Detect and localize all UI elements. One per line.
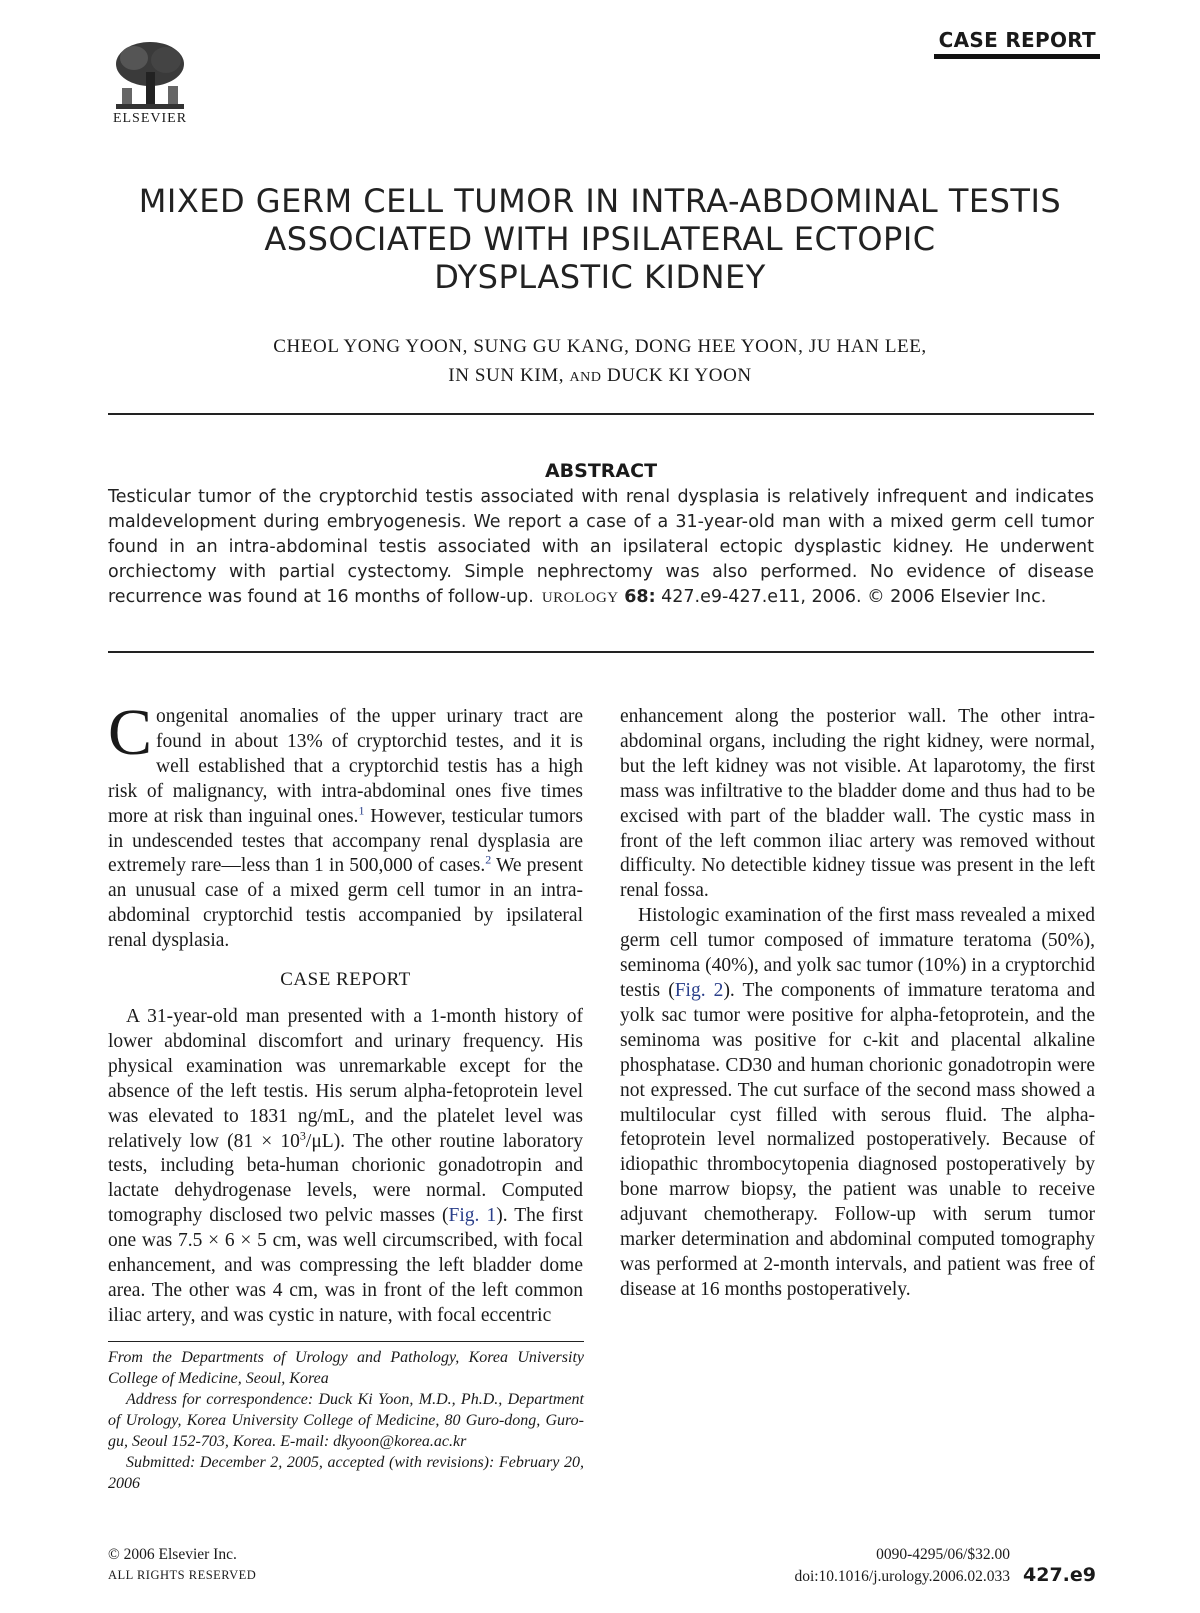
footnote-affiliation: From the Departments of Urology and Pathology, Korea University College of Medicine, Seoul, Korea	[108, 1349, 584, 1387]
title-line: ASSOCIATED WITH IPSILATERAL ECTOPIC	[264, 220, 936, 258]
footer-rights: ALL RIGHTS RESERVED	[108, 1568, 257, 1582]
title-line: DYSPLASTIC KIDNEY	[434, 258, 766, 296]
text-run: A 31-year-old man presented with a 1-month history of lower abdominal discomfort and urinary frequency. His physical examination was unremarkable except for the absence of the left testis. His serum alpha-fetoprotein level was elevated to 1831 ng/mL, and the platelet level was relatively low (81 × 10	[108, 1005, 583, 1152]
author-list	[200, 332, 1000, 392]
page-number: 427.e9	[1023, 1564, 1096, 1586]
drop-cap: C	[108, 696, 153, 769]
footnote	[108, 1347, 584, 1494]
text-run: /μL). The other routine laboratory tests, including beta-human chorionic gonadotropin and lactate dehydrogenase levels, were normal. Computed tomography disclosed two pelvic masses (	[108, 1130, 583, 1227]
authors-and: AND	[569, 370, 602, 385]
case-paragraph	[108, 1005, 583, 1329]
histology-paragraph	[620, 904, 1095, 1303]
intro-paragraph	[108, 696, 583, 954]
footer-issn: 0090-4295/06/$32.00	[876, 1546, 1010, 1563]
abstract-body	[108, 485, 1094, 611]
authors-line: CHEOL YONG YOON, SUNG GU KANG, DONG HEE YOON, JU HAN LEE,	[273, 336, 927, 357]
footer-doi: doi:10.1016/j.urology.2006.02.033	[794, 1568, 1010, 1585]
text-run: ). The first one was 7.5 × 6 × 5 cm, was well circumscribed, with focal enhancement, and was compressing the left bladder dome area. The other was 4 cm, was in front of the left common iliac artery, and was cystic in nature, with focal eccentric	[108, 1205, 584, 1326]
footer-copyright: © 2006 Elsevier Inc.	[108, 1546, 237, 1563]
divider-top	[108, 413, 1094, 415]
footnote-rule	[108, 1341, 584, 1342]
section-label: CASE REPORT	[938, 28, 1096, 52]
case-paragraph-continued: enhancement along the posterior wall. The other intra-abdominal organs, including the right kidney, were normal, but the left kidney was not visible. At laparotomy, the first mass was infiltrative to the bladder dome and thus had to be excised with part of the bladder wall. The cystic mass in front of the left common iliac artery was removed without difficulty. No detectible kidney tissue was present in the left renal fossa.	[620, 706, 1095, 902]
superscript: 3	[299, 1128, 306, 1142]
publisher-name: ELSEVIER	[112, 111, 188, 126]
text-run: Histologic examination of the first mass revealed a mixed germ cell tumor composed of immature teratoma (50%), seminoma (40%), and yolk sac tumor (10%) in a cryptorchid testis (	[620, 905, 1095, 1001]
figure-link[interactable]: Fig. 1	[448, 1205, 497, 1227]
reference-link[interactable]: 1	[358, 803, 365, 818]
text-run: ). The components of immature teratoma and yolk sac tumor were positive for alpha-fetoprotein, and the seminoma was positive for c-kit and placental alkaline phosphatase. CD30 and human chorionic gonadotropin were not expressed. The cut surface of the second mass showed a multilocular cyst filled with serous fluid. The alpha-fetoprotein level normalized postoperatively. Because of idiopathic thrombocytopenia diagnosed postoperatively by bone marrow biopsy, the patient was unable to receive adjuvant chemotherapy. Follow-up with serum tumor marker determination and abdominal computed tomography was performed at 2-month intervals, and patient was free of disease at 16 months postoperatively.	[620, 979, 1095, 1300]
title-line: MIXED GERM CELL TUMOR IN INTRA-ABDOMINAL TESTIS	[138, 182, 1062, 220]
authors-segment: DUCK KI YOON	[601, 365, 752, 386]
footnote-correspondence: Address for correspondence: Duck Ki Yoon, M.D., Ph.D., Department of Urology, Korea University College of Medicine, 80 Guro-dong, Guro-gu, Seoul 152-703, Korea. E-mail: dkyoon@korea.ac.kr	[108, 1391, 584, 1450]
authors-line	[200, 361, 1000, 392]
section-rule	[934, 54, 1100, 59]
abstract-heading: ABSTRACT	[544, 460, 658, 482]
divider-bottom	[108, 651, 1094, 653]
reference-link[interactable]: 2	[485, 852, 492, 867]
figure-link[interactable]: Fig. 2	[674, 979, 724, 1001]
footnote-submitted: Submitted: December 2, 2005, accepted (with revisions): February 20, 2006	[108, 1454, 584, 1492]
body-column-right	[620, 705, 1095, 1303]
journal-citation: 427.e9-427.e11, 2006. © 2006 Elsevier Inc.	[655, 587, 1047, 607]
text-run: ongenital anomalies of the upper urinary tract are found in about 13% of cryptorchid testes, and it is well established that a cryptorchid testis has a high risk of malignancy, with intra-abdominal ones five times more at risk than inguinal ones.	[108, 706, 583, 827]
case-report-heading: CASE REPORT	[280, 969, 411, 991]
journal-name: UROLOGY	[541, 590, 619, 606]
article-title	[100, 182, 1100, 296]
journal-volume: 68:	[624, 587, 656, 607]
text-run: We present an unusual case of a mixed germ cell tumor in an intra-abdominal cryptorchid testis accompanied by ipsilateral renal dysplasia.	[108, 855, 583, 952]
authors-segment: IN SUN KIM,	[448, 365, 570, 386]
text-run: However, testicular tumors in undescended testes that accompany renal dysplasia are extremely rare—less than 1 in 500,000 of cases.	[108, 805, 583, 877]
body-column-left	[108, 696, 584, 1329]
abstract-text: Testicular tumor of the cryptorchid testis associated with renal dysplasia is relatively infrequent and indicates maldevelopment during embryogenesis. We report a case of a 31-year-old man with a mixed germ cell tumor found in an intra-abdominal testis associated with an ipsilateral ectopic dysplastic kidney. He underwent orchiectomy with partial cystectomy. Simple nephrectomy was also performed. No evidence of disease recurrence was found at 16 months of follow-up.	[108, 487, 1094, 607]
